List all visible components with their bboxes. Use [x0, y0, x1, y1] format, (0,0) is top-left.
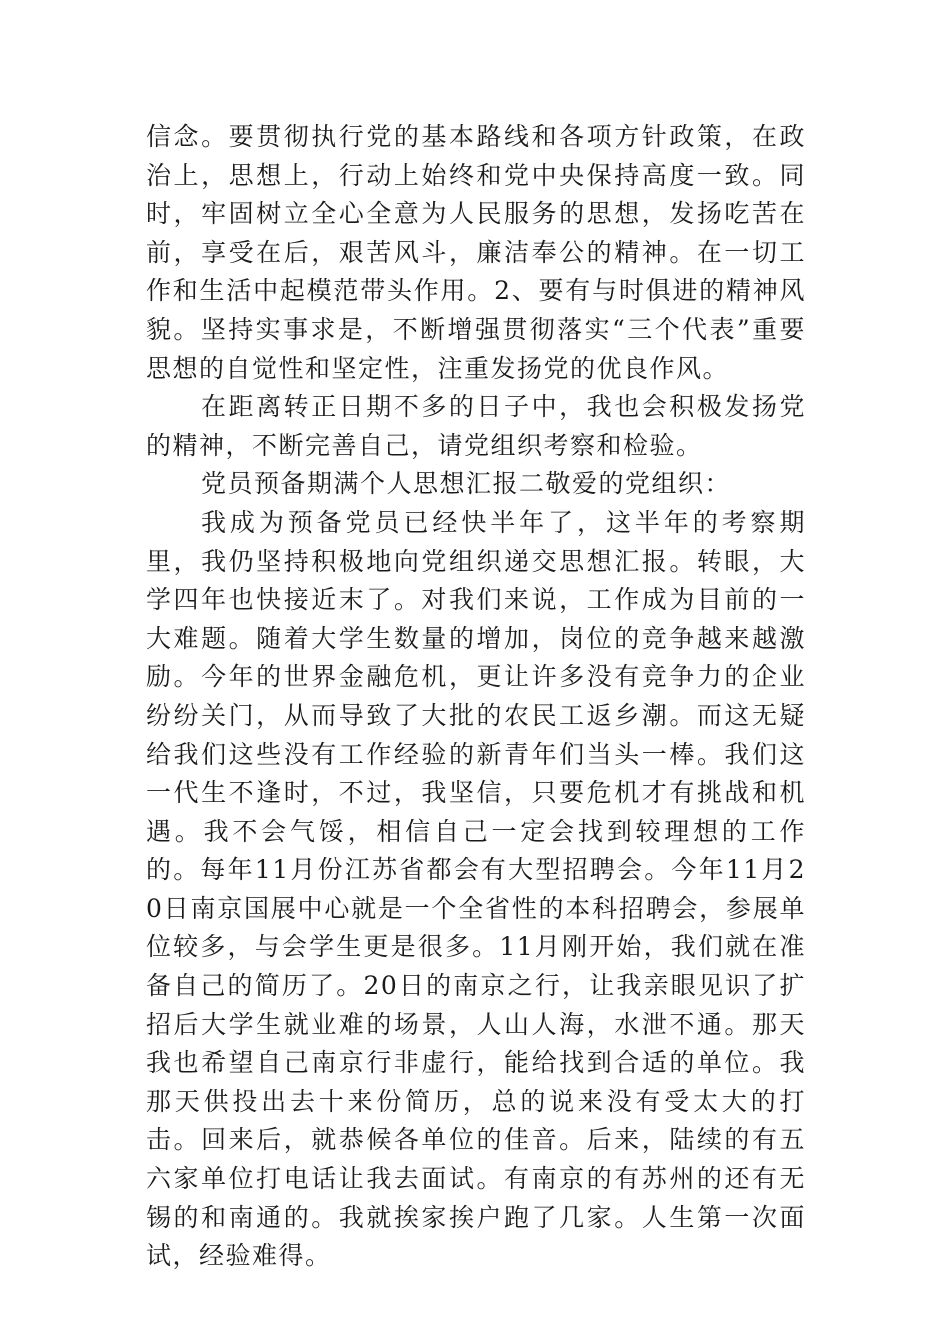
paragraph-party-commitment: 信念。要贯彻执行党的基本路线和各项方针政策，在政治上，思想上，行动上始终和党中央保持高度一致。同时，牢固树立全心全意为人民服务的思想，发扬吃苦在前，享受在后，艰苦风斗，廉洁奉公的精神。在一切工作和生活中起模范带头作用。2、要有与时俱进的精神风貌。坚持实事求是，不断增强贯彻落实“三个代表”重要思想的自觉性和坚定性，注重发扬党的优良作风。	[146, 122, 806, 383]
paragraph-job-search: 我成为预备党员已经快半年了，这半年的考察期里，我仍坚持积极地向党组织递交思想汇报。转眼，大学四年也快接近末了。对我们来说，工作成为目前的一大难题。随着大学生数量的增加，岗位的竞争越来越激励。今年的世界金融危机，更让许多没有竞争力的企业纷纷关门，从而导致了大批的农民工返乡潮。而这无疑给我们这些没有工作经验的新青年们当头一棒。我们这一代生不逢时，不过，我坚信，只要危机才有挑战和机遇。我不会气馁，相信自己一定会找到较理想的工作的。每年11月份江苏省都会有大型招聘会。今年11月20日南京国展中心就是一个全省性的本科招聘会，参展单位较多，与会学生更是很多。11月刚开始，我们就在准备自己的简历了。20日的南京之行，让我亲眼见识了扩招后大学生就业难的场景，人山人海，水泄不通。那天我也希望自己南京行非虚行，能给找到合适的单位。我那天供投出去十来份简历，总的说来没有受太大的打击。回来后，就恭候各单位的佳音。后来，陆续的有五六家单位打电话让我去面试。有南京的有苏州的还有无锡的和南通的。我就挨家挨户跑了几家。人生第一次面试，经验难得。	[146, 507, 806, 1271]
document-body	[146, 118, 806, 1276]
paragraph-probation-closing: 在距离转正日期不多的日子中，我也会积极发扬党的精神，不断完善自己，请党组织考察和检验。	[146, 392, 806, 460]
paragraph-report-heading: 党员预备期满个人思想汇报二敬爱的党组织：	[201, 469, 732, 499]
